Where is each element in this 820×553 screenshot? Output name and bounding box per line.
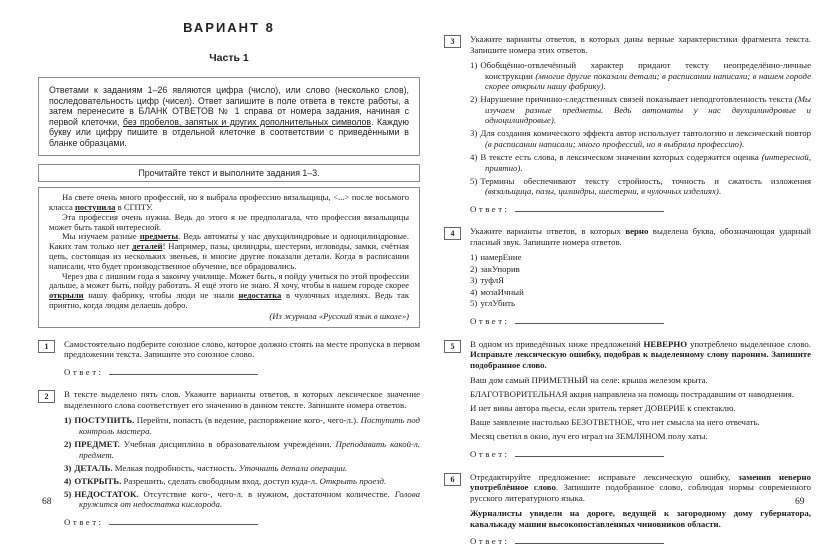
- word-item-1: [470, 252, 811, 263]
- item-text: углУбить: [480, 298, 515, 309]
- part-title: Часть 1: [209, 52, 249, 64]
- answer-label: Ответ:: [470, 536, 510, 547]
- item-text: мозаИчный: [480, 286, 524, 297]
- task-6-sentence: Журналисты увидели на дороге, ведущей к загородному дому губернатора, кавалькаду машин высокопоставленных чиновников области.: [470, 508, 811, 529]
- task-6-statement: Отредактируйте предложение: исправьте лексическую ошибку, заменив неверно употреблённое слово. Запишите подобранное слово, соблюдая нормы современного русского литературного языка.: [470, 471, 811, 503]
- item-marker: 4): [470, 151, 478, 162]
- answer-blank: [515, 316, 665, 327]
- task-3-number: 3: [444, 35, 461, 48]
- task-2-number: 2: [38, 390, 55, 403]
- item-marker: 5): [470, 298, 478, 309]
- answer-blank: [515, 449, 663, 457]
- definition-item-3: [64, 463, 420, 474]
- option-item-4: [470, 152, 811, 173]
- answer-period: .: [256, 366, 259, 377]
- item-marker: 2): [470, 263, 478, 274]
- option-item-2: [470, 94, 811, 126]
- item-marker: 1): [64, 415, 72, 426]
- answer-blank: [109, 517, 257, 525]
- task-6-answer-row: [470, 536, 811, 547]
- prompt-box: Прочитайте текст и выполните задания 1–3.: [38, 164, 420, 182]
- sentence-4: Ваше заявление настолько БЕЗОТВЕТНОЕ, что нет смысла на него отвечать.: [470, 417, 760, 428]
- task-1-body: [64, 339, 420, 378]
- definition-item-2: [64, 439, 420, 460]
- sentence-3: И нет вины автора пьесы, если зритель теряет ДОВЕРИЕ к спектаклю.: [470, 403, 736, 414]
- item-text: ОТКРЫТЬ. Разрешить, сделать свободным вход, доступ куда-л. Открыть проезд.: [74, 475, 387, 486]
- option-item-5: [470, 176, 811, 197]
- answer-blank: [515, 536, 665, 547]
- answer-period: .: [662, 448, 665, 459]
- sentence-5: Месяц светил в окно, луч его играл на ЗЕМЛЯНОМ полу хаты.: [470, 431, 708, 442]
- item-marker: 2): [470, 94, 478, 105]
- right-page: [444, 34, 811, 553]
- item-marker: 3): [64, 462, 72, 473]
- answer-label: Ответ:: [470, 316, 510, 327]
- word-item-2: [470, 264, 811, 275]
- answer-label: Ответ:: [64, 366, 104, 377]
- item-text: Термины обеспечивают тексту стройность, точность и сжатость изложения (вязальщица, пазы, цилиндры, шестерни, в чулочных изделиях).: [480, 175, 811, 197]
- task-1-statement: Самостоятельно подберите союзное слово, которое должно стоять на месте пропуска в первом предложении текста. Запишите это союзное слово.: [64, 338, 420, 360]
- task-4: [444, 226, 811, 326]
- reading-paragraph-2: Эта профессия очень нужна. Ведь до этого я не предполагала, что профессия вязальщицы может быть такой интересной.: [49, 211, 409, 232]
- option-item-1: [470, 60, 811, 92]
- answer-blank: [109, 367, 257, 375]
- page-number-right: 69: [795, 497, 805, 507]
- item-marker: 4): [64, 475, 72, 486]
- task-2-answer-row: [64, 517, 420, 528]
- task-5-statement: В одном из приведённых ниже предложений НЕВЕРНО употреблено выделенное слово. Исправьте лексическую ошибку, подобрав к выделенному слову пароним. Запишите подобранное слово.: [470, 338, 811, 370]
- task-4-statement: Укажите варианты ответов, в которых верно выделена буква, обозначающая ударный гласный звук. Запишите номера ответов.: [470, 226, 812, 247]
- answer-label: Ответ:: [470, 203, 510, 214]
- item-text: закУпорив: [480, 263, 520, 274]
- reading-paragraph-3: Мы изучаем разные предметы. Ведь автоматы у нас двухцилиндровые и одноцилиндровые. Каких там только нет деталей! Например, пазы, цилиндры, шестерни, игловоды, замки, счётная цепь, состоящая из нескольких звеньев, и многие другие показали детали. Когда в расписании написали, что будет производственное обучение, все обрадовались.: [49, 231, 409, 271]
- reading-paragraph-1: На свете очень много профессий, но я выбрала профессию вязальщицы, <...> после восьмого класса поступила в СГПТУ.: [49, 192, 409, 213]
- answer-label: Ответ:: [64, 516, 104, 527]
- item-marker: 3): [470, 128, 478, 139]
- instruction-box: Ответами к заданиям 1–26 являются цифра (число), или слово (несколько слов), последовательность цифр (чисел). Ответ запишите в поле ответа в тексте работы, а затем перенесите в БЛАНК ОТВЕТОВ № 1 справа от номера задания, начиная с первой клеточки, без пробелов, запятых и других дополнительных символов. Каждую букву или цифру пишите в отдельной клеточке в соответствии с приведёнными в бланке образцами.: [38, 77, 420, 156]
- variant-title: ВАРИАНТ 8: [183, 20, 275, 35]
- item-text: намерЕние: [480, 252, 522, 263]
- task-2-body: [64, 389, 420, 527]
- item-marker: 2): [64, 438, 72, 449]
- task-1-answer-row: [64, 367, 420, 378]
- answer-label: Ответ:: [470, 448, 510, 459]
- answer-period: .: [662, 316, 665, 327]
- definition-item-4: [64, 476, 420, 487]
- word-item-5: [470, 298, 811, 309]
- task-4-number: 4: [444, 227, 461, 240]
- item-text: Обобщённо-отвлечённый характер придают тексту неопределённо-личные конструкции (многие другие показали детали; в расписании написали; в нашем городе скорее открыли нашу фабрику).: [480, 60, 811, 92]
- item-text: НЕДОСТАТОК. Отсутствие кого-, чего-л. в нужном, достаточном количестве. Голова кружится от недостатка кислорода.: [74, 488, 420, 510]
- task-4-body: [470, 226, 811, 326]
- task-2: [38, 389, 420, 527]
- task-6-body: [470, 472, 811, 547]
- task-5: [444, 339, 811, 460]
- definition-item-1: [64, 415, 420, 436]
- task-5-answer-row: [470, 449, 811, 460]
- item-marker: 1): [470, 60, 478, 71]
- word-item-4: [470, 287, 811, 298]
- task-6: [444, 472, 811, 547]
- answer-period: .: [662, 536, 665, 547]
- task-6-number: 6: [444, 473, 461, 486]
- option-item-3: [470, 128, 811, 149]
- item-text: туфлЯ: [480, 275, 504, 286]
- item-text: ПРЕДМЕТ. Учебная дисциплина в образовательном учреждении. Преподавать какой-л. предмет.: [74, 438, 420, 460]
- task-2-statement: В тексте выделено пять слов. Укажите варианты ответов, в которых лексическое значение выделенного слова соответствует его значению в данном тексте. Запишите номера ответов.: [64, 389, 420, 410]
- answer-blank: [515, 204, 663, 212]
- task-5-body: [470, 339, 811, 460]
- text-attribution: (Из журнала «Русский язык в школе»): [269, 310, 409, 321]
- item-marker: 1): [470, 252, 478, 263]
- task-5-number: 5: [444, 340, 461, 353]
- item-marker: 3): [470, 275, 478, 286]
- item-text: В тексте есть слова, в лексическом значении которых содержится оценка (интересной, приятно).: [480, 151, 811, 173]
- sentence-2: БЛАГОТВОРИТЕЛЬНАЯ акция направлена на помощь пострадавшим от наводнения.: [470, 389, 795, 400]
- item-text: ДЕТАЛЬ. Мелкая подробность, частность. Уточнить детали операции.: [74, 462, 348, 473]
- task-3-body: [470, 34, 811, 214]
- word-item-3: [470, 275, 811, 286]
- item-marker: 5): [64, 488, 72, 499]
- task-1: [38, 339, 420, 378]
- left-page: [38, 20, 420, 539]
- task-3: [444, 34, 811, 214]
- answer-period: .: [256, 516, 259, 527]
- task-4-answer-row: [470, 316, 811, 327]
- item-marker: 4): [470, 286, 478, 297]
- reading-paragraph-4: Через два с лишним года я закончу училище. Может быть, я пойду учиться по этой профессии дальше, а может быть, пойду работать. Я ещё этого не знаю. Я хочу, чтобы в нашем городе скорее открыли нашу фабрику, чтобы люди не знали недостатка в чулочных изделиях. Ведь так приятно, когда людям делаешь добро.: [49, 270, 409, 311]
- task-1-number: 1: [38, 340, 55, 353]
- task-3-statement: Укажите варианты ответов, в которых даны верные характеристики фрагмента текста. Запишите номера этих ответов.: [470, 34, 811, 55]
- item-text: Для создания комического эффекта автор использует тавтологию и лексический повтор (в расписании написали; много профессий, но я выбрала профессию).: [480, 128, 811, 149]
- task-3-answer-row: [470, 204, 811, 215]
- item-text: Нарушение причинно-следственных связей показывает неподготовленность текста (Мы изучаем разные предметы. Ведь автоматы у нас двухцилиндровые и одноцилиндровые).: [480, 94, 811, 126]
- definition-item-5: [64, 489, 420, 510]
- item-text: ПОСТУПИТЬ. Перейти, попасть (в ведение, распоряжение кого-, чего-л.). Поступить под контроль мастера.: [74, 415, 420, 436]
- reading-text-box: [38, 187, 420, 327]
- answer-period: .: [662, 203, 665, 214]
- sentence-1: Ваш дом самый ПРИМЕТНЫЙ на селе: крыша железом крыта.: [470, 375, 708, 386]
- page-number-left: 68: [42, 497, 52, 507]
- item-marker: 5): [470, 175, 478, 186]
